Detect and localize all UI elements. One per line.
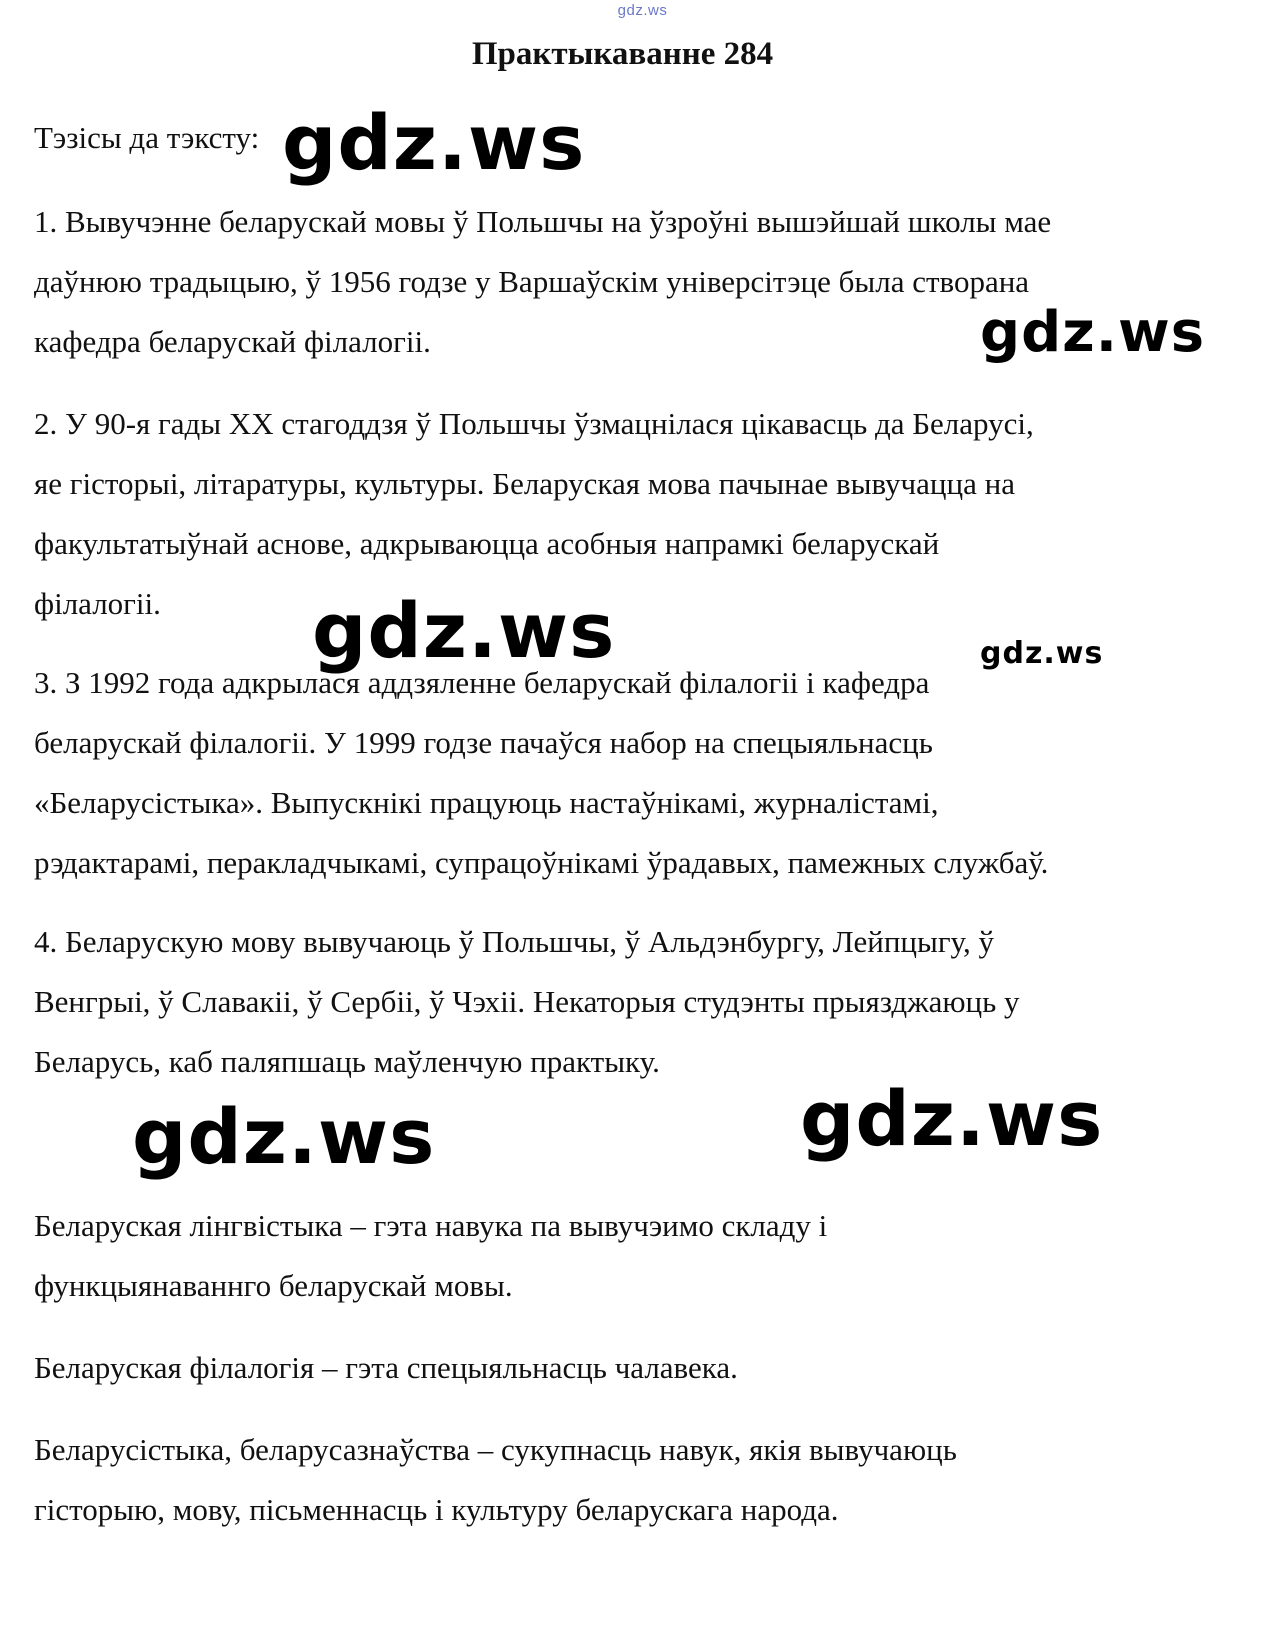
thesis-line: Венгрыі, ў Славакіі, ў Сербіі, ў Чэхіі. Некаторыя студэнты прыязджаюць у [34, 984, 1020, 1019]
thesis-line: Беларусь, каб паляпшаць маўленчую практыку. [34, 1044, 660, 1079]
thesis-line: філалогіі. [34, 586, 161, 621]
thesis-line: 2. У 90-я гады XX стагоддзя ў Польшчы ўзмацнілася цікавасць да Беларусі, [34, 406, 1034, 441]
watermark-logo: gdz.ws [282, 98, 586, 187]
thesis-line: факультатыўнай аснове, адкрываюцца асобныя напрамкі беларускай [34, 526, 940, 561]
thesis-4 [34, 912, 1244, 1092]
thesis-line: 3. З 1992 года адкрылася аддзяленне беларускай філалогіі і кафедра [34, 665, 930, 700]
thesis-line: рэдактарамі, перакладчыкамі, супрацоўнікамі ўрадавых, памежных службаў. [34, 845, 1049, 880]
definition-philology [34, 1338, 1244, 1398]
thesis-3 [34, 653, 1244, 893]
watermark-logo: gdz.ws [132, 1092, 436, 1181]
watermark-logo: gdz.ws [312, 586, 616, 675]
definition-line: Беларусістыка, беларусазнаўства – сукупнасць навук, якія вывучаюць [34, 1432, 957, 1467]
thesis-2 [34, 394, 1244, 634]
thesis-line: кафедра беларускай філалогіі. [34, 324, 431, 359]
watermark-logo: gdz.ws [980, 636, 1104, 671]
definition-line: Беларуская лінгвістыка – гэта навука па вывучэимо складу і [34, 1208, 828, 1243]
thesis-line: 4. Беларускую мову вывучаюць ў Польшчы, ў Альдэнбургу, Лейпцыгу, ў [34, 924, 994, 959]
definition-line: гісторыю, мову, пісьменнасць і культуру беларускага народа. [34, 1492, 839, 1527]
watermark-logo: gdz.ws [800, 1074, 1104, 1163]
definition-linguistics [34, 1196, 1244, 1316]
thesis-line: беларускай філалогіі. У 1999 годзе пачаўся набор на спецыяльнасць [34, 725, 933, 760]
definition-line: Беларуская філалогія – гэта спецыяльнасць чалавека. [34, 1350, 738, 1385]
thesis-line: даўнюю традыцыю, ў 1956 годзе у Варшаўскім універсітэце была створана [34, 264, 1030, 299]
thesis-line: «Беларусістыка». Выпускнікі працуюць настаўнікамі, журналістамі, [34, 785, 939, 820]
page-title: Практыкаванне 284 [471, 36, 774, 72]
definition-line: функцыянаваннго беларускай мовы. [34, 1268, 513, 1303]
thesis-line: 1. Вывучэнне беларускай мовы ў Польшчы на ўзроўні вышэйшай школы мае [34, 204, 1052, 239]
thesis-line: яе гісторыі, літаратуры, культуры. Беларуская мова пачынае вывучацца на [34, 466, 1015, 501]
watermark-logo: gdz.ws [980, 300, 1206, 365]
definition-belarusian-studies [34, 1420, 1244, 1540]
intro-text: Тэзісы да тэксту: [34, 120, 260, 155]
header-watermark: gdz.ws [617, 2, 668, 19]
